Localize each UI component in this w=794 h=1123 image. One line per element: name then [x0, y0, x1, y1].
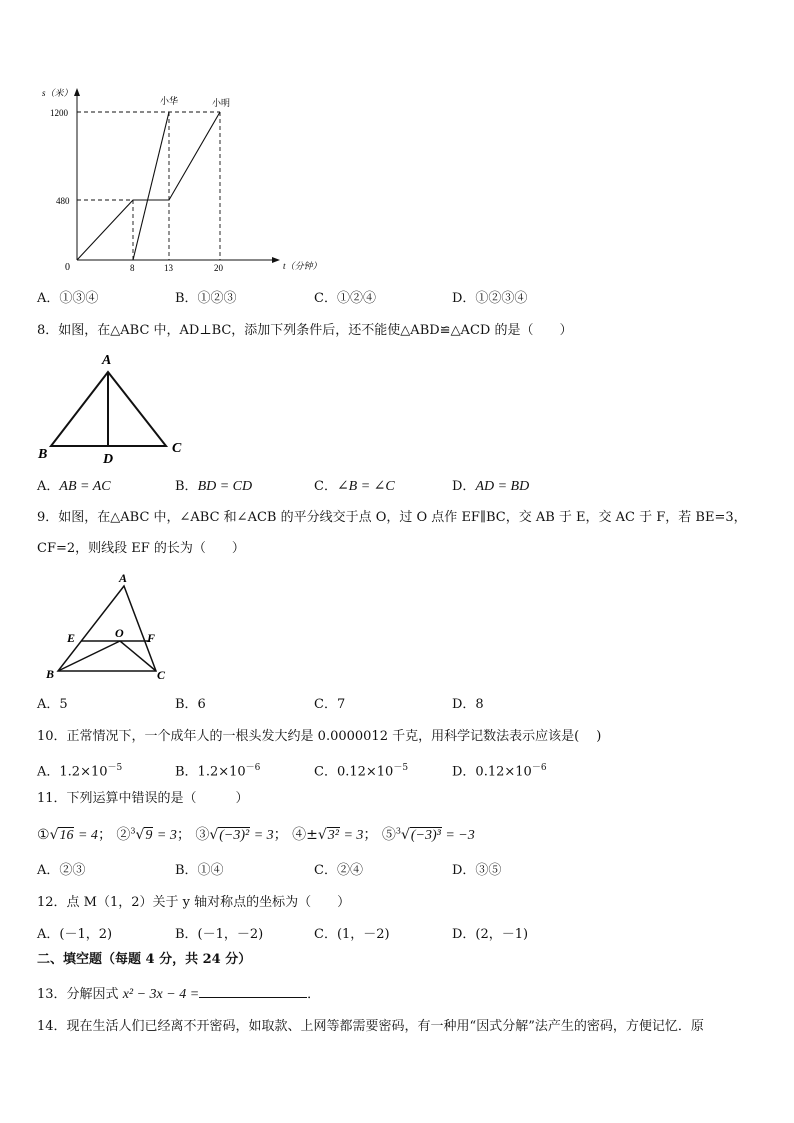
q9-label-f: F — [147, 631, 156, 645]
section2-heading: 二、填空题（每题 4 分，共 24 分） — [37, 952, 252, 967]
q9-option-c[interactable]: C．7 — [314, 697, 346, 712]
q7-distance-time-graph — [30, 82, 350, 282]
q7-y-axis-label: s（米） — [42, 88, 73, 98]
q8-option-b[interactable]: B．BD = CD — [175, 479, 253, 494]
q7-x-tick: 20 — [214, 263, 223, 273]
q11-item-4: ④±√3² = 3； — [292, 827, 378, 843]
q9-label-e: E — [67, 631, 76, 645]
q11-stem: 11．下列运算中错误的是（ ） — [37, 791, 249, 806]
q9-label-c: C — [157, 668, 166, 682]
q7-y-tick: 1200 — [50, 108, 68, 118]
q12-option-a[interactable]: A．(－1，2) — [37, 927, 113, 942]
q7-x-tick: 13 — [164, 263, 173, 273]
q8-triangle-figure — [35, 350, 195, 465]
q7-line-label-xiaoming: 小明 — [212, 98, 231, 108]
q8-label-a: A — [102, 353, 112, 368]
q13-question: 13．分解因式 x² − 3x − 4 = ． — [37, 987, 321, 1002]
q8-option-d[interactable]: D．AD = BD — [452, 479, 530, 494]
q9-stem-line1: 9．如图，在△ABC 中，∠ABC 和∠ACB 的平分线交于点 O，过 O 点作 EF∥BC，交 AB 于 E，交 AC 于 F，若 BE=3， — [37, 510, 747, 525]
q9-option-a[interactable]: A．5 — [37, 697, 68, 712]
q8-label-c: C — [172, 441, 182, 456]
q9-triangle-figure — [40, 568, 190, 683]
q11-item-1: ①√16 = 4； — [37, 827, 112, 843]
q8-option-c[interactable]: C．∠B = ∠C — [314, 479, 395, 494]
q7-option-b[interactable]: B．①②③ — [175, 291, 237, 306]
q11-item-3: ③√(−3)² = 3； — [195, 827, 288, 843]
q12-option-d[interactable]: D．(2，－1) — [452, 927, 529, 942]
q11-option-a[interactable]: A．②③ — [37, 863, 86, 878]
q9-option-d[interactable]: D．8 — [452, 697, 484, 712]
q7-x-tick: 8 — [130, 263, 135, 273]
q14-text: 14．现在生活人们已经离不开密码，如取款、上网等都需要密码，有一种用“因式分解”法产生的密码，方便记忆．原 — [37, 1019, 704, 1034]
q9-option-b[interactable]: B．6 — [175, 697, 206, 712]
q7-origin-label: 0 — [65, 262, 70, 273]
q12-stem: 12．点 M（1，2）关于 y 轴对称点的坐标为（ ） — [37, 895, 351, 910]
q8-stem: 8．如图，在△ABC 中，AD⊥BC，添加下列条件后，还不能使△ABD≌△ACD 的是（ ） — [37, 323, 573, 338]
q11-option-d[interactable]: D．③⑤ — [452, 863, 502, 878]
q11-option-b[interactable]: B．①④ — [175, 863, 224, 878]
q9-label-b: B — [46, 667, 55, 681]
q10-option-c[interactable]: C．$0.12\times 10^{-5}$ — [314, 763, 409, 780]
q9-stem-line2: CF=2，则线段 EF 的长为（ ） — [37, 541, 245, 556]
q7-line-label-xiaohua: 小华 — [160, 96, 179, 106]
q9-label-o: O — [115, 626, 124, 640]
q12-option-c[interactable]: C．(1，－2) — [314, 927, 390, 942]
q10-stem: 10．正常情况下，一个成年人的一根头发大约是 0.0000012 千克，用科学记数法表示应该是( ) — [37, 729, 602, 744]
q10-option-a[interactable]: A．$1.2\times 10^{-5}$ — [37, 763, 123, 780]
q7-option-d[interactable]: D．①②③④ — [452, 291, 528, 306]
q8-label-d: D — [103, 452, 114, 465]
q8-option-a[interactable]: A．AB = AC — [37, 479, 111, 494]
q7-option-c[interactable]: C．①②④ — [314, 291, 376, 306]
q7-x-axis-label: t（分钟） — [283, 261, 322, 271]
q13-answer-blank[interactable] — [199, 985, 307, 998]
q7-y-tick: 480 — [56, 196, 70, 206]
q9-label-a: A — [119, 571, 128, 585]
q11-expressions — [37, 824, 475, 844]
q11-item-5: ⑤$^3$√(−3)³ = −3 — [381, 826, 475, 843]
q11-item-2: ②$^3$√9 = 3； — [116, 826, 191, 843]
q10-option-b[interactable]: B．$1.2\times 10^{-6}$ — [175, 763, 261, 780]
q7-option-a[interactable]: A．①③④ — [37, 291, 99, 306]
q10-option-d[interactable]: D．$0.12\times 10^{-6}$ — [452, 763, 547, 780]
q8-label-b: B — [38, 447, 48, 462]
q12-option-b[interactable]: B．(－1，－2) — [175, 927, 264, 942]
q11-option-c[interactable]: C．②④ — [314, 863, 363, 878]
